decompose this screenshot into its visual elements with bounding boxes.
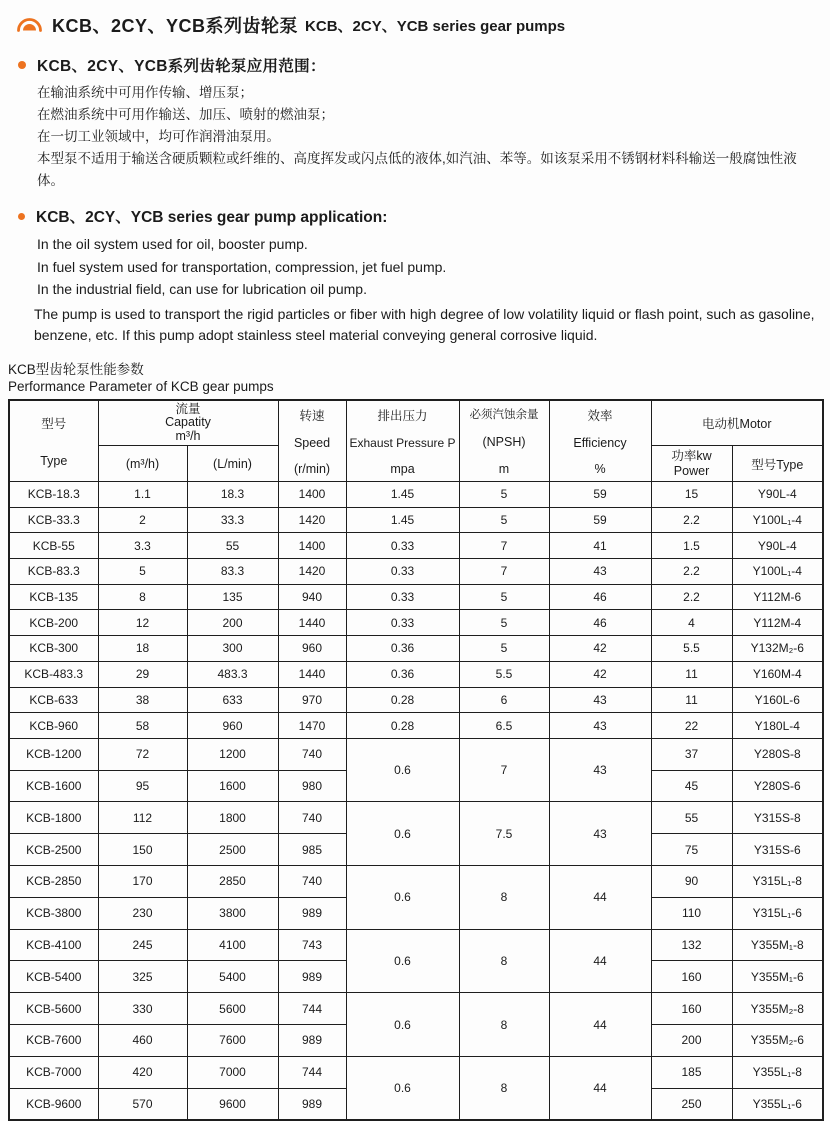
cell-power: 11 bbox=[651, 661, 732, 687]
cell-power: 4 bbox=[651, 610, 732, 636]
col-header-motor-type bbox=[732, 446, 823, 482]
cell-speed: 1400 bbox=[278, 533, 346, 559]
cell-speed: 1420 bbox=[278, 507, 346, 533]
header-label: mpa bbox=[390, 462, 415, 476]
cell-type: KCB-18.3 bbox=[9, 482, 98, 508]
cell-speed: 940 bbox=[278, 584, 346, 610]
section-heading-en bbox=[18, 205, 822, 227]
header-label: Efficiency bbox=[573, 435, 627, 450]
cell-pressure: 0.6 bbox=[346, 866, 459, 930]
col-header-speed bbox=[278, 400, 346, 482]
cell-efficiency: 44 bbox=[549, 993, 651, 1057]
cell-motor-type: Y315L₁-6 bbox=[732, 897, 823, 929]
cell-speed: 1420 bbox=[278, 559, 346, 585]
text-line: 在燃油系统中可用作输送、加压、喷射的燃油泵； bbox=[37, 107, 334, 122]
cell-efficiency: 42 bbox=[549, 661, 651, 687]
col-header-pressure bbox=[346, 400, 459, 482]
text-line: In the oil system used for oil, booster pump. bbox=[37, 236, 308, 252]
cell-motor-type: Y355M₂-8 bbox=[732, 993, 823, 1025]
cell-power: 90 bbox=[651, 866, 732, 898]
cell-efficiency: 59 bbox=[549, 482, 651, 508]
header-label: 功率kw bbox=[671, 448, 712, 463]
cell-npsh: 5 bbox=[459, 636, 549, 662]
table-row bbox=[9, 636, 823, 662]
col-header-npsh bbox=[459, 400, 549, 482]
header-label: (m³/h) bbox=[125, 456, 160, 471]
cell-pressure: 1.45 bbox=[346, 482, 459, 508]
cell-power: 5.5 bbox=[651, 636, 732, 662]
bullet-icon bbox=[18, 61, 26, 69]
cell-capacity-m3h: 1.1 bbox=[98, 482, 187, 508]
table-row bbox=[9, 661, 823, 687]
cell-power: 2.2 bbox=[651, 584, 732, 610]
cell-motor-type: Y355M₁-8 bbox=[732, 929, 823, 961]
col-header-capacity bbox=[98, 400, 278, 446]
header-label: 排出压力 bbox=[377, 408, 428, 423]
cell-type: KCB-7600 bbox=[9, 1025, 98, 1057]
cell-capacity-lmin: 1600 bbox=[187, 770, 278, 802]
cell-motor-type: Y355M₂-6 bbox=[732, 1025, 823, 1057]
text-paragraph: The pump is used to transport the rigid particles or fiber with high degree of low volatility liquid or flash point, such as gasoline, benzene, etc. If this pump adopt stainless steel material conveying general corrosive liquid. bbox=[34, 305, 815, 343]
cell-capacity-m3h: 18 bbox=[98, 636, 187, 662]
cell-pressure: 0.6 bbox=[346, 993, 459, 1057]
cell-motor-type: Y160L-6 bbox=[732, 687, 823, 713]
cell-motor-type: Y280S-6 bbox=[732, 770, 823, 802]
cell-capacity-lmin: 633 bbox=[187, 687, 278, 713]
cell-motor-type: Y315S-6 bbox=[732, 834, 823, 866]
cell-npsh: 7 bbox=[459, 738, 549, 802]
cell-speed: 740 bbox=[278, 738, 346, 770]
cell-npsh: 8 bbox=[459, 1056, 549, 1120]
cell-motor-type: Y355L₁-8 bbox=[732, 1056, 823, 1088]
cell-efficiency: 42 bbox=[549, 636, 651, 662]
col-header-motor-group bbox=[651, 400, 823, 446]
col-header-lmin bbox=[187, 446, 278, 482]
cell-capacity-lmin: 83.3 bbox=[187, 559, 278, 585]
cell-capacity-lmin: 4100 bbox=[187, 929, 278, 961]
col-header-m3h bbox=[98, 446, 187, 482]
cell-speed: 744 bbox=[278, 1056, 346, 1088]
cell-npsh: 8 bbox=[459, 929, 549, 993]
table-body bbox=[9, 482, 823, 1120]
cell-power: 160 bbox=[651, 961, 732, 993]
cell-speed: 740 bbox=[278, 866, 346, 898]
title-chinese: KCB、2CY、YCB系列齿轮泵 bbox=[52, 16, 299, 36]
text-line: In fuel system used for transportation, compression, jet fuel pump. bbox=[37, 258, 447, 275]
cell-efficiency: 43 bbox=[549, 559, 651, 585]
cell-efficiency: 46 bbox=[549, 610, 651, 636]
cell-type: KCB-83.3 bbox=[9, 559, 98, 585]
header-label: Exhaust Pressure P bbox=[349, 435, 456, 450]
cell-power: 185 bbox=[651, 1056, 732, 1088]
cell-speed: 744 bbox=[278, 993, 346, 1025]
cell-type: KCB-33.3 bbox=[9, 507, 98, 533]
col-header-type bbox=[9, 400, 98, 482]
table-row bbox=[9, 713, 823, 739]
cell-motor-type: Y112M-6 bbox=[732, 584, 823, 610]
title-english: KCB、2CY、YCB series gear pumps bbox=[305, 17, 566, 35]
cell-type: KCB-1200 bbox=[9, 738, 98, 770]
cell-speed: 743 bbox=[278, 929, 346, 961]
header-label: 效率 bbox=[587, 408, 613, 423]
cell-motor-type: Y90L-4 bbox=[732, 482, 823, 508]
header-label: Power bbox=[673, 463, 710, 478]
cell-npsh: 8 bbox=[459, 993, 549, 1057]
cell-efficiency: 46 bbox=[549, 584, 651, 610]
section-body-en bbox=[34, 233, 822, 346]
cell-motor-type: Y180L-4 bbox=[732, 713, 823, 739]
cell-pressure: 0.6 bbox=[346, 802, 459, 866]
col-header-power bbox=[651, 446, 732, 482]
table-row bbox=[9, 929, 823, 961]
cell-type: KCB-1600 bbox=[9, 770, 98, 802]
cell-capacity-m3h: 58 bbox=[98, 713, 187, 739]
cell-capacity-lmin: 7000 bbox=[187, 1056, 278, 1088]
cell-power: 160 bbox=[651, 993, 732, 1025]
cell-power: 45 bbox=[651, 770, 732, 802]
cell-capacity-lmin: 2500 bbox=[187, 834, 278, 866]
cell-capacity-m3h: 72 bbox=[98, 738, 187, 770]
cell-motor-type: Y90L-4 bbox=[732, 533, 823, 559]
cell-capacity-m3h: 230 bbox=[98, 897, 187, 929]
cell-capacity-lmin: 5600 bbox=[187, 993, 278, 1025]
cell-capacity-lmin: 33.3 bbox=[187, 507, 278, 533]
cell-capacity-m3h: 170 bbox=[98, 866, 187, 898]
cell-speed: 740 bbox=[278, 802, 346, 834]
cell-motor-type: Y112M-4 bbox=[732, 610, 823, 636]
cell-power: 2.2 bbox=[651, 507, 732, 533]
header-label: m bbox=[498, 462, 510, 476]
cell-power: 200 bbox=[651, 1025, 732, 1057]
cell-speed: 989 bbox=[278, 1025, 346, 1057]
cell-pressure: 0.28 bbox=[346, 687, 459, 713]
section-heading-zh-label: KCB、2CY、YCB系列齿轮泵应用范围： bbox=[37, 58, 326, 75]
cell-pressure: 0.33 bbox=[346, 584, 459, 610]
cell-power: 2.2 bbox=[651, 559, 732, 585]
cell-power: 22 bbox=[651, 713, 732, 739]
cell-capacity-m3h: 570 bbox=[98, 1088, 187, 1120]
cell-efficiency: 44 bbox=[549, 1056, 651, 1120]
cell-speed: 989 bbox=[278, 897, 346, 929]
table-row bbox=[9, 482, 823, 508]
header-label: 转速 bbox=[299, 408, 325, 423]
cell-efficiency: 41 bbox=[549, 533, 651, 559]
cell-efficiency: 59 bbox=[549, 507, 651, 533]
cell-capacity-m3h: 95 bbox=[98, 770, 187, 802]
header-label: 流量 bbox=[175, 401, 201, 416]
cell-capacity-m3h: 420 bbox=[98, 1056, 187, 1088]
table-row bbox=[9, 866, 823, 898]
header-label: Capatity bbox=[165, 415, 211, 429]
cell-type: KCB-7000 bbox=[9, 1056, 98, 1088]
cell-speed: 1400 bbox=[278, 482, 346, 508]
cell-speed: 960 bbox=[278, 636, 346, 662]
cell-pressure: 0.33 bbox=[346, 559, 459, 585]
cell-speed: 980 bbox=[278, 770, 346, 802]
cell-npsh: 7 bbox=[459, 533, 549, 559]
cell-npsh: 5 bbox=[459, 482, 549, 508]
performance-table bbox=[8, 399, 824, 1121]
cell-speed: 970 bbox=[278, 687, 346, 713]
cell-efficiency: 43 bbox=[549, 713, 651, 739]
cell-speed: 1470 bbox=[278, 713, 346, 739]
cell-speed: 1440 bbox=[278, 661, 346, 687]
cell-pressure: 0.6 bbox=[346, 738, 459, 802]
header-label: m³/h bbox=[175, 428, 201, 443]
cell-speed: 989 bbox=[278, 961, 346, 993]
cell-efficiency: 44 bbox=[549, 929, 651, 993]
cell-pressure: 0.33 bbox=[346, 610, 459, 636]
cell-power: 37 bbox=[651, 738, 732, 770]
cell-motor-type: Y355M₁-6 bbox=[732, 961, 823, 993]
cell-capacity-m3h: 460 bbox=[98, 1025, 187, 1057]
table-row bbox=[9, 533, 823, 559]
cell-power: 250 bbox=[651, 1088, 732, 1120]
cell-speed: 1440 bbox=[278, 610, 346, 636]
cell-power: 15 bbox=[651, 482, 732, 508]
table-row bbox=[9, 1056, 823, 1088]
cell-capacity-m3h: 2 bbox=[98, 507, 187, 533]
cell-pressure: 0.6 bbox=[346, 929, 459, 993]
brand-arc-icon bbox=[16, 15, 43, 38]
cell-motor-type: Y280S-8 bbox=[732, 738, 823, 770]
cell-capacity-lmin: 135 bbox=[187, 584, 278, 610]
cell-pressure: 0.6 bbox=[346, 1056, 459, 1120]
cell-type: KCB-2500 bbox=[9, 834, 98, 866]
cell-capacity-m3h: 150 bbox=[98, 834, 187, 866]
header-label: 型号 bbox=[41, 416, 67, 431]
cell-pressure: 0.33 bbox=[346, 533, 459, 559]
cell-motor-type: Y355L₁-6 bbox=[732, 1088, 823, 1120]
cell-capacity-m3h: 330 bbox=[98, 993, 187, 1025]
table-row bbox=[9, 802, 823, 834]
cell-capacity-m3h: 325 bbox=[98, 961, 187, 993]
table-caption-en: Performance Parameter of KCB gear pumps bbox=[8, 378, 274, 394]
cell-type: KCB-4100 bbox=[9, 929, 98, 961]
cell-capacity-m3h: 29 bbox=[98, 661, 187, 687]
cell-capacity-m3h: 8 bbox=[98, 584, 187, 610]
header-label: (L/min) bbox=[213, 456, 252, 471]
table-row bbox=[9, 993, 823, 1025]
cell-motor-type: Y100L₁-4 bbox=[732, 559, 823, 585]
cell-capacity-lmin: 7600 bbox=[187, 1025, 278, 1057]
cell-type: KCB-135 bbox=[9, 584, 98, 610]
table-row bbox=[9, 687, 823, 713]
cell-motor-type: Y315S-8 bbox=[732, 802, 823, 834]
section-heading-zh bbox=[18, 54, 822, 76]
cell-pressure: 1.45 bbox=[346, 507, 459, 533]
col-header-efficiency bbox=[549, 400, 651, 482]
cell-type: KCB-1800 bbox=[9, 802, 98, 834]
header-label: (NPSH) bbox=[482, 434, 526, 449]
header-label: 型号Type bbox=[751, 457, 804, 472]
cell-pressure: 0.36 bbox=[346, 636, 459, 662]
cell-motor-type: Y132M₂-6 bbox=[732, 636, 823, 662]
cell-npsh: 7.5 bbox=[459, 802, 549, 866]
cell-npsh: 6 bbox=[459, 687, 549, 713]
cell-motor-type: Y100L₁-4 bbox=[732, 507, 823, 533]
header-label: 必须汽蚀余量 bbox=[469, 408, 539, 421]
cell-npsh: 5 bbox=[459, 584, 549, 610]
table-row bbox=[9, 584, 823, 610]
cell-type: KCB-9600 bbox=[9, 1088, 98, 1120]
cell-capacity-lmin: 200 bbox=[187, 610, 278, 636]
cell-power: 110 bbox=[651, 897, 732, 929]
table-row bbox=[9, 559, 823, 585]
cell-npsh: 8 bbox=[459, 866, 549, 930]
cell-npsh: 5 bbox=[459, 610, 549, 636]
cell-capacity-lmin: 960 bbox=[187, 713, 278, 739]
cell-capacity-lmin: 1800 bbox=[187, 802, 278, 834]
bullet-icon bbox=[18, 213, 25, 220]
cell-capacity-m3h: 245 bbox=[98, 929, 187, 961]
text-line: In the industrial field, can use for lubrication oil pump. bbox=[37, 281, 367, 297]
section-heading-en-label: KCB、2CY、YCB series gear pump application: bbox=[36, 209, 388, 226]
cell-type: KCB-300 bbox=[9, 636, 98, 662]
cell-capacity-m3h: 112 bbox=[98, 802, 187, 834]
header-label: % bbox=[594, 462, 606, 476]
cell-capacity-m3h: 12 bbox=[98, 610, 187, 636]
table-row bbox=[9, 738, 823, 770]
cell-capacity-lmin: 483.3 bbox=[187, 661, 278, 687]
header-label: 电动机Motor bbox=[702, 416, 772, 431]
cell-type: KCB-5400 bbox=[9, 961, 98, 993]
cell-type: KCB-483.3 bbox=[9, 661, 98, 687]
cell-speed: 985 bbox=[278, 834, 346, 866]
cell-power: 75 bbox=[651, 834, 732, 866]
cell-capacity-lmin: 55 bbox=[187, 533, 278, 559]
cell-capacity-m3h: 5 bbox=[98, 559, 187, 585]
cell-type: KCB-5600 bbox=[9, 993, 98, 1025]
table-caption bbox=[8, 361, 822, 395]
cell-type: KCB-633 bbox=[9, 687, 98, 713]
page-title bbox=[16, 12, 822, 38]
cell-capacity-lmin: 3800 bbox=[187, 897, 278, 929]
cell-power: 11 bbox=[651, 687, 732, 713]
cell-power: 55 bbox=[651, 802, 732, 834]
cell-efficiency: 43 bbox=[549, 738, 651, 802]
cell-capacity-m3h: 3.3 bbox=[98, 533, 187, 559]
table-row bbox=[9, 507, 823, 533]
text-line: 本型泵不适用于输送含硬质颗粒或纤维的、高度挥发或闪点低的液体,如汽油、苯等。如该泵采用不锈钢材料科输送一般腐蚀性液体。 bbox=[37, 151, 797, 188]
cell-type: KCB-2850 bbox=[9, 866, 98, 898]
cell-npsh: 5 bbox=[459, 507, 549, 533]
header-label: (r/min) bbox=[293, 462, 331, 476]
table-caption-zh: KCB型齿轮泵性能参数 bbox=[8, 361, 144, 377]
cell-pressure: 0.36 bbox=[346, 661, 459, 687]
cell-capacity-m3h: 38 bbox=[98, 687, 187, 713]
cell-npsh: 7 bbox=[459, 559, 549, 585]
cell-power: 1.5 bbox=[651, 533, 732, 559]
text-line: 在一切工业领域中，均可作润滑油泵用。 bbox=[37, 129, 280, 144]
table-row bbox=[9, 610, 823, 636]
cell-capacity-lmin: 5400 bbox=[187, 961, 278, 993]
cell-efficiency: 43 bbox=[549, 802, 651, 866]
cell-capacity-lmin: 1200 bbox=[187, 738, 278, 770]
cell-type: KCB-3800 bbox=[9, 897, 98, 929]
cell-power: 132 bbox=[651, 929, 732, 961]
cell-motor-type: Y160M-4 bbox=[732, 661, 823, 687]
cell-type: KCB-55 bbox=[9, 533, 98, 559]
header-label: Speed bbox=[293, 435, 331, 450]
cell-speed: 989 bbox=[278, 1088, 346, 1120]
cell-motor-type: Y315L₁-8 bbox=[732, 866, 823, 898]
section-body-zh bbox=[37, 82, 819, 192]
cell-type: KCB-960 bbox=[9, 713, 98, 739]
cell-efficiency: 43 bbox=[549, 687, 651, 713]
cell-pressure: 0.28 bbox=[346, 713, 459, 739]
cell-npsh: 5.5 bbox=[459, 661, 549, 687]
cell-type: KCB-200 bbox=[9, 610, 98, 636]
cell-capacity-lmin: 18.3 bbox=[187, 482, 278, 508]
cell-capacity-lmin: 2850 bbox=[187, 866, 278, 898]
cell-npsh: 6.5 bbox=[459, 713, 549, 739]
cell-efficiency: 44 bbox=[549, 866, 651, 930]
cell-capacity-lmin: 300 bbox=[187, 636, 278, 662]
header-label: Type bbox=[40, 453, 68, 468]
cell-capacity-lmin: 9600 bbox=[187, 1088, 278, 1120]
text-line: 在输油系统中可用作传输、增压泵； bbox=[37, 85, 253, 100]
